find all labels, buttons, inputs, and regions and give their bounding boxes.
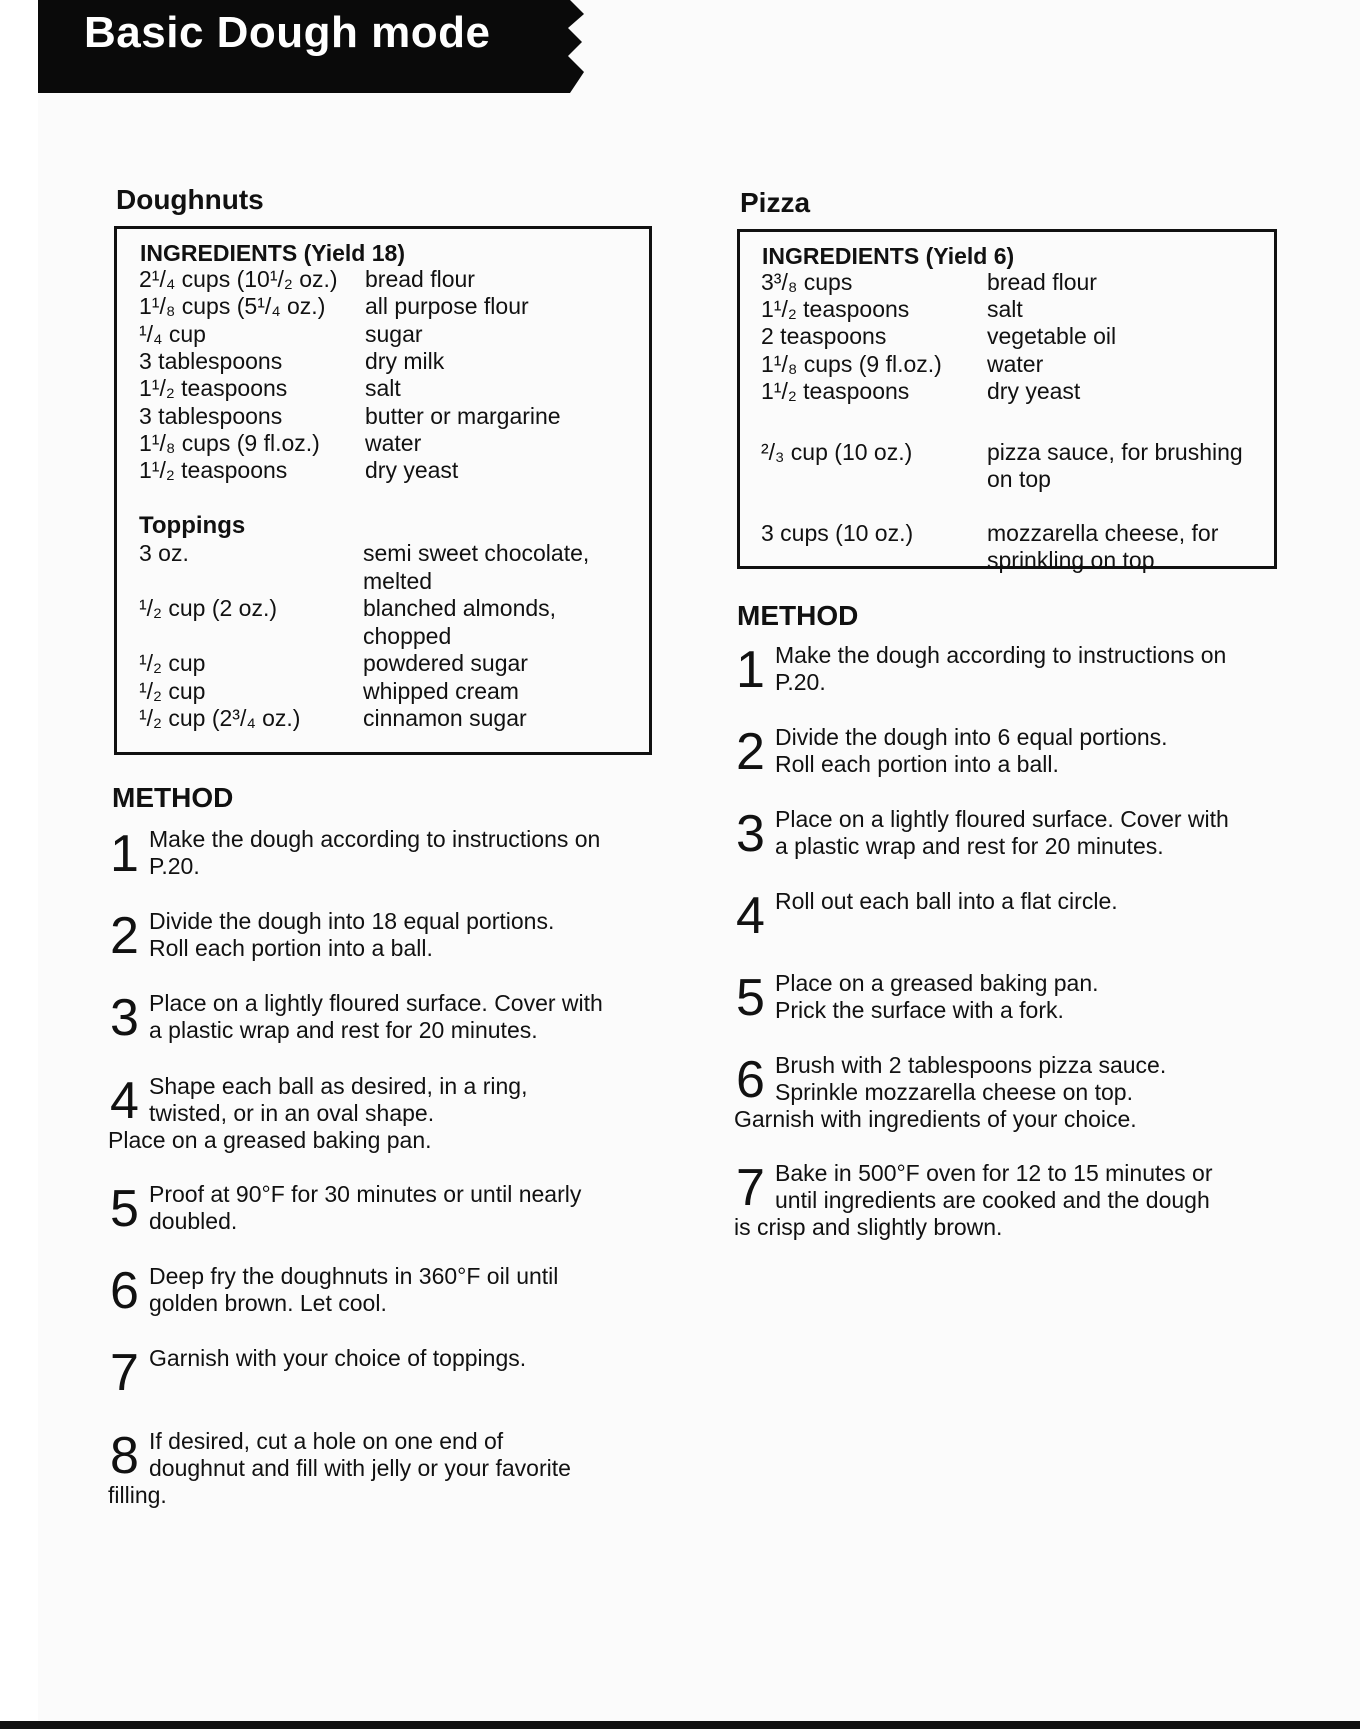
step-number: 5 [736, 969, 765, 1027]
step-number: 2 [736, 723, 765, 781]
pizza-method-heading: METHOD [737, 600, 859, 631]
ingredient-quantity: ¹/₂ cup (2³/₄ oz.) [139, 705, 301, 731]
step-text-line: a plastic wrap and rest for 20 minutes. [775, 833, 1164, 859]
ingredient-name: dry milk [365, 347, 445, 374]
ingredient-name: dry yeast [365, 457, 459, 484]
page-bottom-edge [0, 1721, 1360, 1729]
step-text-line: Shape each ball as desired, in a ring, [149, 1073, 528, 1099]
ingredient-name: cinnamon sugar [363, 705, 527, 731]
step-text-line: twisted, or in an oval shape. [149, 1100, 435, 1126]
doughnuts-toppings-header: Toppings [139, 512, 246, 539]
ingredient-quantity: 2 teaspoons [761, 323, 887, 350]
step-number: 1 [110, 825, 139, 883]
ingredient-name: salt [365, 375, 401, 402]
page-margin [0, 0, 38, 1729]
step-text-line: Deep fry the doughnuts in 360°F oil until [149, 1263, 559, 1289]
step-number: 4 [110, 1072, 139, 1130]
step-number: 4 [736, 887, 765, 945]
ingredient-quantity: ¹/₂ cup [139, 650, 206, 676]
ingredient-name: bread flour [365, 266, 475, 292]
ingredient-name: whipped cream [363, 677, 519, 704]
step-text-line: Make the dough according to instructions on [775, 642, 1227, 668]
ingredient-name: blanched almonds, [363, 595, 557, 621]
step-text-line: Proof at 90°F for 30 minutes or until nearly [149, 1181, 582, 1207]
step-number: 6 [736, 1051, 765, 1109]
step-number: 3 [736, 805, 765, 863]
chevron-tab-icon [560, 0, 584, 93]
ingredient-name: water [987, 350, 1044, 377]
ingredient-quantity: 3 oz. [139, 540, 189, 566]
step-text-line: Divide the dough into 18 equal portions. [149, 908, 555, 934]
step-text-line: doughnut and fill with jelly or your favorite [149, 1455, 571, 1481]
step-text-continued: Place on a greased baking pan. [108, 1127, 432, 1153]
step-text-line: doubled. [149, 1208, 238, 1234]
ingredient-quantity: 1¹/₈ cups (9 fl.oz.) [139, 429, 320, 456]
step-number: 5 [110, 1180, 139, 1238]
ingredient-name: butter or margarine [365, 402, 561, 429]
step-text-line: Garnish with your choice of toppings. [149, 1345, 527, 1371]
ingredient-quantity: 3³/₈ cups [761, 269, 853, 295]
ingredient-name-continued: on top [987, 466, 1051, 492]
step-text-line: Place on a lightly floured surface. Cover with [775, 806, 1229, 832]
step-text-continued: Garnish with ingredients of your choice. [734, 1106, 1137, 1132]
step-text-line: Place on a greased baking pan. [775, 970, 1099, 996]
step-text-line: Sprinkle mozzarella cheese on top. [775, 1079, 1133, 1105]
step-text-line: Brush with 2 tablespoons pizza sauce. [775, 1052, 1167, 1078]
ingredient-quantity: ²/₃ cup (10 oz.) [761, 439, 913, 465]
step-text-line: Place on a lightly floured surface. Cover with [149, 990, 603, 1016]
doughnuts-ingredients-header: INGREDIENTS (Yield 18) [140, 240, 405, 266]
pizza-ingredients-header: INGREDIENTS (Yield 6) [762, 243, 1015, 269]
ingredient-name: powdered sugar [363, 650, 528, 676]
doughnuts-title: Doughnuts [116, 184, 264, 215]
ingredient-quantity: 1¹/₈ cups (9 fl.oz.) [761, 350, 942, 377]
step-text-line: P.20. [775, 669, 826, 695]
doughnuts-method-heading: METHOD [112, 782, 234, 813]
ingredient-quantity: 3 tablespoons [139, 347, 283, 374]
ingredient-name: vegetable oil [987, 323, 1117, 350]
ingredient-quantity: 1¹/₂ teaspoons [139, 457, 288, 484]
ingredient-name: all purpose flour [365, 293, 529, 320]
ingredient-quantity: 2¹/₄ cups (10¹/₂ oz.) [139, 266, 338, 292]
step-number: 1 [736, 641, 765, 699]
step-text-line: Roll each portion into a ball. [149, 935, 433, 961]
step-text-line: Divide the dough into 6 equal portions. [775, 724, 1168, 750]
step-text-line: Roll out each ball into a flat circle. [775, 888, 1118, 914]
step-text-line: If desired, cut a hole on one end of [149, 1428, 504, 1454]
ingredient-name: mozzarella cheese, for [987, 520, 1219, 546]
ingredient-name: bread flour [987, 269, 1097, 295]
ingredient-name-continued: melted [363, 567, 433, 594]
step-text-line: Bake in 500°F oven for 12 to 15 minutes or [775, 1160, 1213, 1186]
ingredient-quantity: ¹/₂ cup [139, 677, 206, 704]
ingredient-name: sugar [365, 320, 423, 347]
step-text-line: P.20. [149, 853, 200, 879]
step-text-line: a plastic wrap and rest for 20 minutes. [149, 1017, 538, 1043]
ingredient-quantity: 3 cups (10 oz.) [761, 520, 914, 546]
step-number: 3 [110, 989, 139, 1047]
step-number: 6 [110, 1262, 139, 1320]
ingredient-name: pizza sauce, for brushing [987, 439, 1243, 465]
ingredient-quantity: 1¹/₂ teaspoons [761, 377, 910, 404]
step-number: 2 [110, 907, 139, 965]
ingredient-quantity: 1¹/₈ cups (5¹/₄ oz.) [139, 293, 326, 320]
ingredient-quantity: ¹/₄ cup [139, 320, 206, 347]
ingredient-name: salt [987, 296, 1023, 323]
page-title: Basic Dough mode [84, 8, 491, 57]
step-text-continued: is crisp and slightly brown. [734, 1214, 1003, 1240]
ingredient-name: water [365, 429, 422, 456]
step-number: 7 [110, 1344, 139, 1402]
ingredient-quantity: 1¹/₂ teaspoons [761, 296, 910, 323]
step-text-line: Roll each portion into a ball. [775, 751, 1059, 777]
ingredient-name-continued: sprinkling on top [987, 547, 1155, 573]
step-number: 8 [110, 1427, 139, 1485]
ingredient-name: semi sweet chocolate, [363, 540, 590, 566]
step-text-line: until ingredients are cooked and the dough [775, 1187, 1210, 1213]
pizza-title: Pizza [740, 187, 811, 218]
ingredient-quantity: 3 tablespoons [139, 402, 283, 429]
ingredient-quantity: ¹/₂ cup (2 oz.) [139, 595, 278, 621]
step-text-line: Prick the surface with a fork. [775, 997, 1064, 1023]
step-text-line: golden brown. Let cool. [149, 1290, 387, 1316]
ingredient-name-continued: chopped [363, 622, 452, 649]
step-text-continued: filling. [108, 1482, 167, 1508]
ingredient-name: dry yeast [987, 377, 1081, 404]
step-text-line: Make the dough according to instructions on [149, 826, 601, 852]
ingredient-quantity: 1¹/₂ teaspoons [139, 375, 288, 402]
step-number: 7 [736, 1159, 765, 1217]
